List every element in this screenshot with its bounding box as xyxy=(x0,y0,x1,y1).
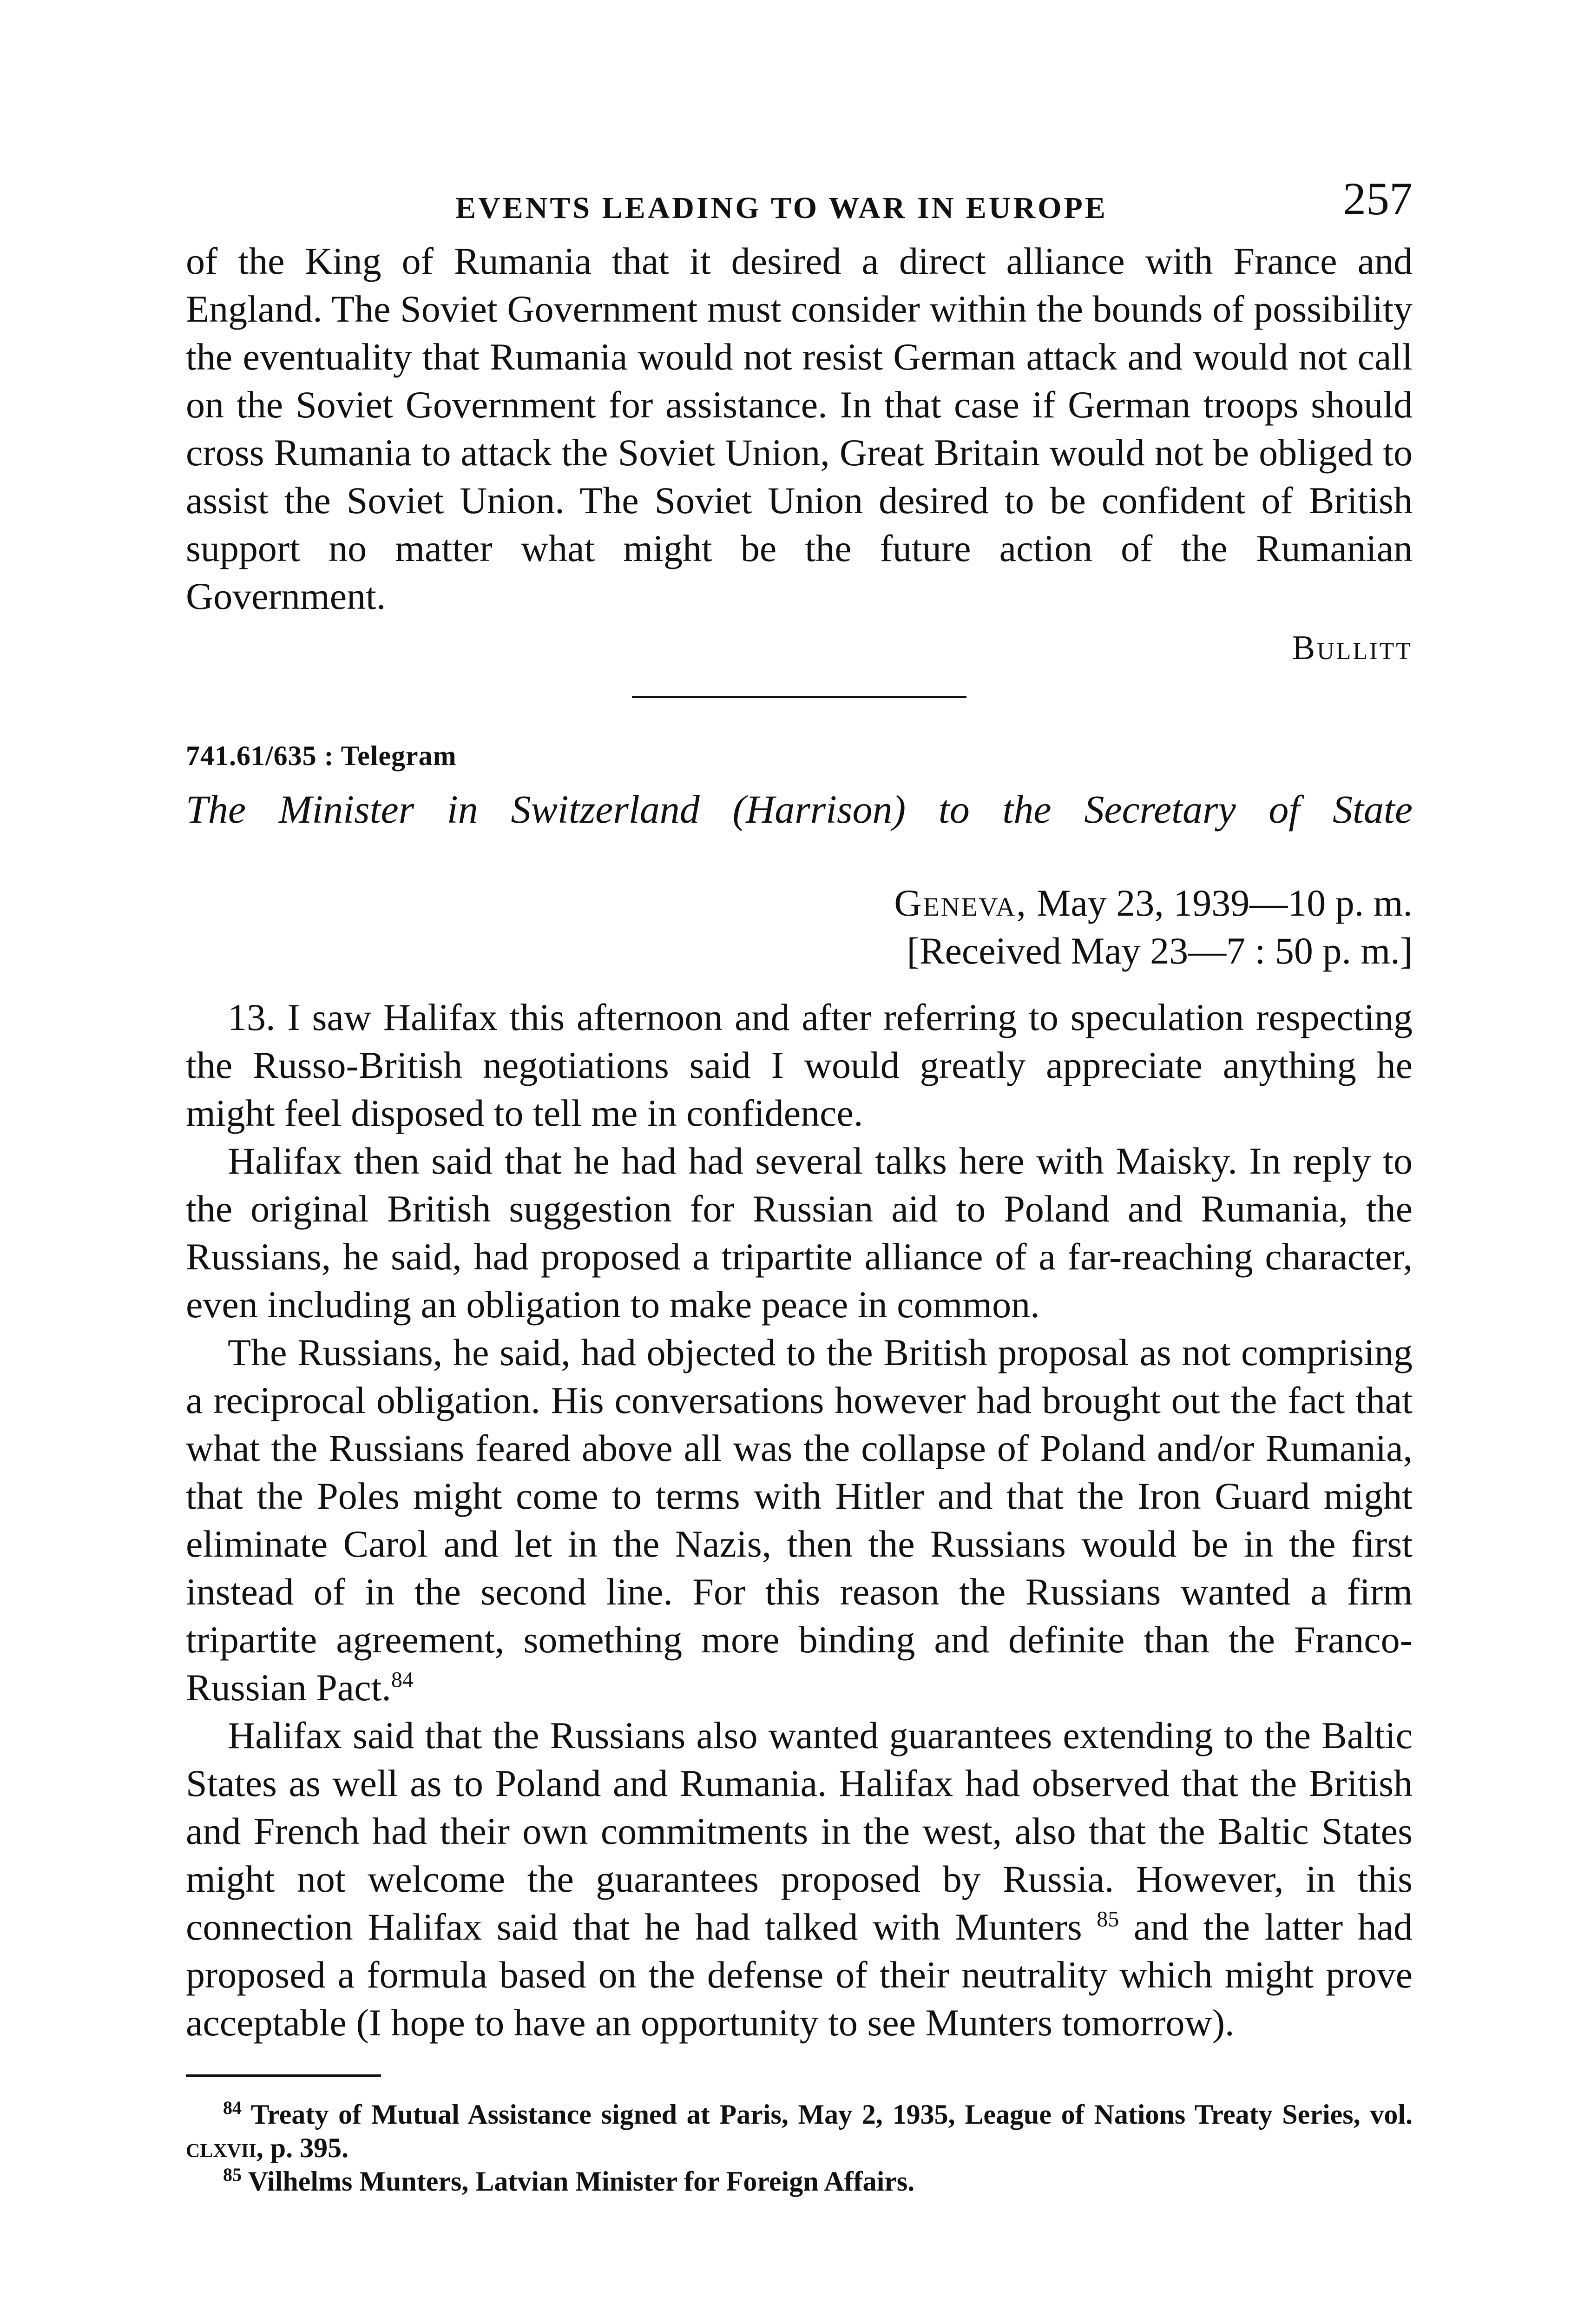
section-divider xyxy=(632,696,966,698)
received-line: [Received May 23—7 : 50 p. m.] xyxy=(907,930,1413,972)
dateline-block xyxy=(186,879,1413,975)
file-reference: 741.61/635 : Telegram xyxy=(186,740,457,771)
footnote-text: Treaty of Mutual Assistance signed at Paris, May 2, 1935, League of Nations Treaty Series, vol. xyxy=(242,2099,1413,2130)
body-paragraph xyxy=(186,1328,1413,1711)
footnote-text: Vilhelms Munters, Latvian Minister for Foreign Affairs. xyxy=(242,2166,915,2197)
signature: Bullitt xyxy=(1292,629,1413,667)
running-head xyxy=(186,172,1413,237)
body-paragraph: 13. I saw Halifax this afternoon and after referring to speculation respecting the Russo-British negotiations said I would greatly appreciate anything he might feel disposed to tell me in confidence. xyxy=(186,996,1413,1134)
dateline-date: May 23, 1939—10 p. m. xyxy=(1027,882,1413,924)
footnote-tail: , p. 395. xyxy=(256,2133,349,2163)
footnote-marker: 85 xyxy=(223,2164,242,2185)
footnote-ref-85: 85 xyxy=(1097,1907,1119,1932)
footnote-divider xyxy=(186,2074,381,2077)
footnote-85 xyxy=(186,2165,1413,2198)
dateline xyxy=(186,879,1413,927)
footnote-marker: 84 xyxy=(223,2097,242,2118)
footnote-volume: clxvii xyxy=(186,2133,256,2163)
carryover-paragraph: of the King of Rumania that it desired a direct alliance with France and England. The Soviet Government must consider within the bounds of possibility the eventuality that Rumania would not resist German attack and would not call on the Soviet Government for assistance. In that case if German troops should cross Rumania to attack the Soviet Union, Great Britain would not be obliged to assist the Soviet Union. The Soviet Union desired to be confident of British support no matter what might be the future action of the Rumanian Government. xyxy=(186,240,1413,617)
running-title: EVENTS LEADING TO WAR IN EUROPE xyxy=(455,191,1108,225)
document-page xyxy=(186,172,1413,2198)
page-number: 257 xyxy=(1343,173,1413,224)
body-paragraph xyxy=(186,1711,1413,2047)
body-paragraph: Halifax then said that he had had several talks here with Maisky. In reply to the original British suggestion for Russian aid to Poland and Rumania, the Russians, he said, had proposed a tripartite alliance of a far-reaching character, even including an obligation to make peace in common. xyxy=(186,1140,1413,1326)
footnote-84 xyxy=(186,2098,1413,2165)
body-paragraph-text: Halifax said that the Russians also wanted guarantees extending to the Baltic States as well as to Poland and Rumania. Halifax had observed that the British and French had their own commitments in the west, also that the Baltic States might not welcome the guarantees proposed by Russia. However, in this connection Halifax said that he had talked with Munters xyxy=(186,1714,1413,1948)
document-title: The Minister in Switzerland (Harrison) to the Secretary of State xyxy=(186,787,1413,832)
body-paragraph-text-cont: and the latter had proposed a formula based on the defense of their neutrality which might prove acceptable (I hope to have an opportunity to see Munters tomorrow). xyxy=(186,1906,1413,2044)
body-paragraph-text: The Russians, he said, had objected to the British proposal as not comprising a reciprocal obligation. His conversations however had brought out the fact that what the Russians feared above all was the collapse of Poland and/or Rumania, that the Poles might come to terms with Hitler and that the Iron Guard might eliminate Carol and let in the Nazis, then the Russians would be in the first instead of in the second line. For this reason the Russians wanted a firm tripartite agreement, something more binding and definite than the Franco-Russian Pact. xyxy=(186,1331,1413,1709)
footnote-ref-84: 84 xyxy=(391,1667,414,1692)
dateline-place: Geneva, xyxy=(894,882,1027,924)
